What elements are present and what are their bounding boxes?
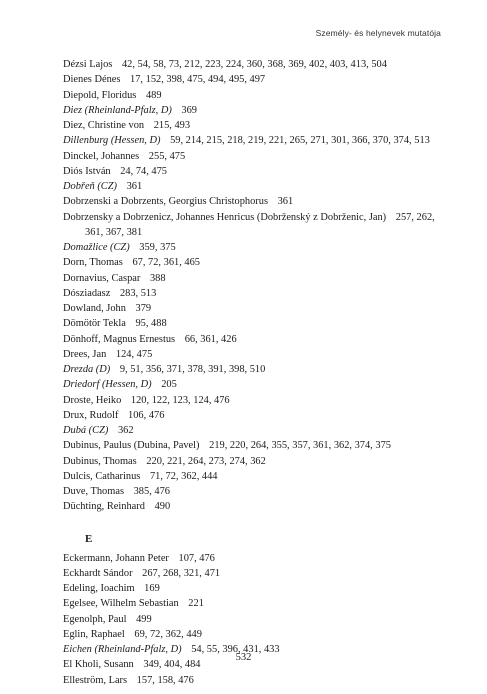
entry-name: Driedorf (Hessen, D) (63, 379, 152, 391)
index-entry (63, 57, 453, 72)
entry-name: Dézsi Lajos (63, 59, 113, 70)
entry-pages: 67, 72, 361, 465 (132, 257, 200, 269)
index-entry (63, 499, 453, 514)
index-entry (63, 551, 453, 566)
entry-name: Dobrzensky a Dobrzenicz, Johannes Henricus (Dobrženský z Dobrženic, Jan) (63, 211, 387, 223)
index-entry (63, 627, 453, 642)
index-entry (63, 194, 453, 209)
index-entry (63, 88, 453, 103)
index-section-d (63, 57, 453, 515)
entry-pages: 42, 54, 58, 73, 212, 223, 224, 360, 368, 369, 402, 403, 413, 504 (121, 59, 387, 70)
entry-name: Dornavius, Caspar (63, 272, 141, 284)
entry-name: Dienes Dénes (63, 74, 121, 86)
index-entry (63, 566, 453, 581)
index-entry (63, 393, 453, 408)
index-entry (63, 210, 453, 241)
index-entry (63, 164, 453, 179)
entry-pages: 124, 475 (115, 348, 153, 360)
entry-pages: 220, 221, 264, 273, 274, 362 (146, 455, 266, 467)
index-entry (63, 673, 453, 688)
entry-pages: 283, 513 (119, 287, 157, 299)
entry-name: Dowland, John (63, 303, 126, 314)
entry-name: Egenolph, Paul (63, 613, 127, 625)
entry-pages: 157, 158, 476 (136, 674, 194, 686)
entry-pages: 349, 404, 484 (143, 659, 201, 671)
entry-name: Dósziadasz (63, 287, 111, 299)
entry-name: Duve, Thomas (63, 486, 124, 497)
entry-name: Dobřeň (CZ) (63, 181, 117, 192)
entry-pages: 221 (188, 598, 204, 610)
index-entry (63, 286, 453, 301)
index-entry (63, 118, 453, 133)
entry-name: Eglin, Raphael (63, 628, 125, 640)
index-entry (63, 423, 453, 438)
index-entry (63, 408, 453, 423)
index-entry (63, 149, 453, 164)
entry-pages: 490 (154, 501, 171, 513)
entry-pages: 106, 476 (128, 409, 165, 421)
index-body (63, 57, 453, 688)
entry-name: Elleström, Lars (63, 674, 128, 686)
entry-pages: 169 (144, 583, 160, 594)
entry-pages: 361 (126, 181, 143, 192)
index-entry (63, 377, 453, 392)
entry-name: Edeling, Ioachim (63, 583, 135, 594)
entry-pages: 71, 72, 362, 444 (149, 470, 218, 482)
entry-pages: 379 (135, 303, 152, 314)
index-entry (63, 438, 453, 453)
entry-pages: 388 (149, 272, 166, 284)
entry-name: El Kholi, Susann (63, 659, 134, 671)
entry-name: Dubá (CZ) (63, 425, 109, 436)
entry-name: Diez, Christine von (63, 120, 145, 131)
entry-name: Drezda (D) (63, 364, 111, 375)
index-entry (63, 484, 453, 499)
index-entry (63, 316, 453, 331)
entry-pages: 359, 375 (139, 242, 176, 253)
running-head: Személy- és helynevek mutatója (315, 28, 441, 38)
entry-name: Dubinus, Thomas (63, 455, 137, 467)
entry-pages: 120, 122, 123, 124, 476 (130, 394, 230, 406)
entry-pages: 499 (136, 613, 152, 625)
entry-pages: 489 (145, 89, 162, 101)
entry-name: Eichen (Rheinland-Pfalz, D) (63, 644, 182, 655)
entry-name: Egelsee, Wilhelm Sebastian (63, 598, 179, 610)
entry-pages: 17, 152, 398, 475, 494, 495, 497 (130, 74, 266, 86)
index-entry (63, 581, 453, 596)
index-entry (63, 332, 453, 347)
entry-name: Drees, Jan (63, 348, 107, 360)
index-entry (63, 469, 453, 484)
entry-name: Dubinus, Paulus (Dubina, Pavel) (63, 440, 200, 452)
index-entry (63, 347, 453, 362)
entry-pages: 9, 51, 356, 371, 378, 391, 398, 510 (119, 364, 266, 375)
entry-name: Dorn, Thomas (63, 257, 123, 269)
entry-name: Droste, Heiko (63, 394, 122, 406)
entry-name: Dillenburg (Hessen, D) (63, 135, 161, 147)
index-entry (63, 596, 453, 611)
entry-pages: 69, 72, 362, 449 (134, 628, 202, 640)
entry-name: Drux, Rudolf (63, 409, 119, 421)
entry-pages: 66, 361, 426 (184, 333, 237, 345)
index-entry (63, 301, 453, 316)
index-entry (63, 240, 453, 255)
entry-name: Domažlice (CZ) (63, 242, 130, 253)
entry-pages: 215, 493 (153, 120, 191, 131)
index-section-e (63, 551, 453, 688)
entry-pages: 59, 214, 215, 218, 219, 221, 265, 271, 301, 366, 370, 374, 513 (170, 135, 430, 147)
index-entry (63, 72, 453, 87)
index-entry (63, 612, 453, 627)
entry-name: Dömötör Tekla (63, 318, 126, 330)
section-letter-e: E (85, 532, 93, 545)
entry-pages: 219, 220, 264, 355, 357, 361, 362, 374, 375 (209, 440, 391, 452)
entry-name: Dobrzenski a Dobrzents, Georgius Christophorus (63, 196, 268, 208)
entry-name: Dinckel, Johannes (63, 150, 140, 162)
entry-name: Eckermann, Johann Peter (63, 552, 169, 564)
index-entry (63, 179, 453, 194)
entry-pages: 369 (181, 104, 197, 116)
index-entry (63, 103, 453, 118)
entry-name: Diez (Rheinland-Pfalz, D) (63, 104, 172, 116)
entry-name: Diós István (63, 165, 111, 177)
entry-pages: 362 (117, 425, 134, 436)
entry-pages: 255, 475 (148, 150, 186, 162)
entry-name: Dulcis, Catharinus (63, 470, 141, 482)
index-entry (63, 271, 453, 286)
entry-pages: 205 (161, 379, 177, 391)
entry-pages: 385, 476 (133, 486, 170, 497)
index-entry (63, 133, 453, 148)
entry-name: Eckhardt Sándor (63, 567, 133, 579)
index-entry (63, 255, 453, 270)
index-entry (63, 362, 453, 377)
entry-pages: 107, 476 (178, 552, 215, 564)
page-number: 532 (235, 652, 252, 663)
entry-pages: 361 (277, 196, 294, 208)
entry-pages: 95, 488 (135, 318, 167, 330)
entry-name: Düchting, Reinhard (63, 501, 145, 513)
entry-pages: 267, 268, 321, 471 (142, 567, 221, 579)
entry-name: Diepold, Floridus (63, 89, 137, 101)
entry-pages: 257, 262, 361, 367, 381 (85, 211, 435, 238)
entry-pages: 24, 74, 475 (120, 165, 167, 177)
index-entry (63, 454, 453, 469)
entry-name: Dönhoff, Magnus Ernestus (63, 333, 176, 345)
entry-pages: 54, 55, 396, 431, 433 (191, 644, 280, 655)
